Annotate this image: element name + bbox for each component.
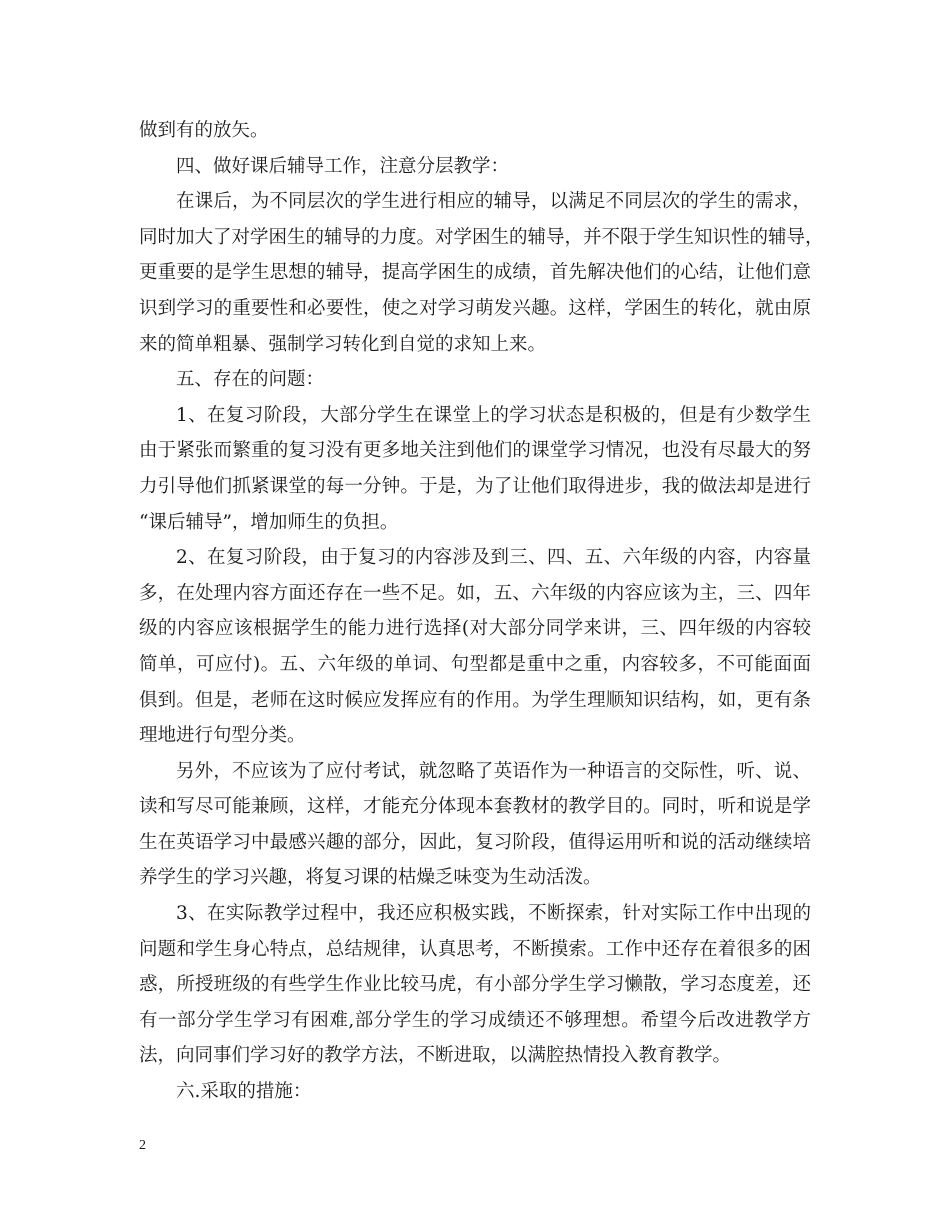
text-line: 问题和学生身心特点，总结规律，认真思考，不断摸索。工作中还存在着很多的困 xyxy=(139,938,811,960)
text-line: 同时加大了对学困生的辅导的力度。对学困生的辅导，并不限于学生知识性的辅导， xyxy=(139,226,824,248)
text-line: 做到有的放矢。 xyxy=(139,120,269,141)
text-line: 生在英语学习中最感兴趣的部分，因此，复习阶段，值得运用听和说的活动继续培 xyxy=(139,831,811,853)
text-line: 级的内容应该根据学生的能力进行选择(对大部分同学来讲，三、四年级的内容较 xyxy=(139,618,811,640)
text-line: 有一部分学生学习有困难,部分学生的学习成绩还不够理想。希望今后改进教学方 xyxy=(139,1009,811,1031)
text-line: 理地进行句型分类。 xyxy=(139,725,306,747)
text-line: 更重要的是学生思想的辅导，提高学困生的成绩，首先解决他们的心结，让他们意 xyxy=(139,262,811,284)
text-line: 法，向同事们学习好的教学方法，不断进取，以满腔热情投入教育教学。 xyxy=(139,1045,732,1067)
text-line: 俱到。但是，老师在这时候应发挥应有的作用。为学生理顺知识结构，如，更有条 xyxy=(139,689,811,711)
text-line: 另外，不应该为了应付考试，就忽略了英语作为一种语言的交际性，听、说、 xyxy=(176,760,811,782)
text-line: 力引导他们抓紧课堂的每一分钟。于是，为了让他们取得进步，我的做法却是进行 xyxy=(139,475,811,497)
text-line: 3、在实际教学过程中，我还应积极实践，不断探索，针对实际工作中出现的 xyxy=(176,903,811,925)
text-line: 六.采取的措施： xyxy=(176,1081,312,1103)
text-line: 由于紧张而繁重的复习没有更多地关注到他们的课堂学习情况，也没有尽最大的努 xyxy=(139,440,811,462)
text-line: 读和写尽可能兼顾，这样，才能充分体现本套教材的教学目的。同时，听和说是学 xyxy=(139,796,811,818)
text-line: 2、在复习阶段，由于复习的内容涉及到三、四、五、六年级的内容，内容量 xyxy=(176,547,811,569)
text-line: “课后辅导”，增加师生的负担。 xyxy=(139,511,399,533)
text-line: 简单，可应付)。五、六年级的单词、句型都是重中之重，内容较多，不可能面面 xyxy=(139,653,811,675)
page-number: 2 xyxy=(139,1138,146,1153)
document-body xyxy=(139,113,824,1110)
text-line: 五、存在的问题： xyxy=(176,369,325,391)
text-line: 惑，所授班级的有些学生作业比较马虎，有小部分学生学习懒散，学习态度差，还 xyxy=(139,974,811,996)
text-line: 多，在处理内容方面还存在一些不足。如，五、六年级的内容应该为主，三、四年 xyxy=(139,582,811,604)
text-line: 来的简单粗暴、强制学习转化到自觉的求知上来。 xyxy=(139,333,547,355)
text-line: 养学生的学习兴趣，将复习课的枯燥乏味变为生动活泼。 xyxy=(139,867,602,889)
text-line: 1、在复习阶段，大部分学生在课堂上的学习状态是积极的，但是有少数学生 xyxy=(176,404,811,426)
text-line: 在课后，为不同层次的学生进行相应的辅导，以满足不同层次的学生的需求， xyxy=(176,191,811,213)
text-line: 识到学习的重要性和必要性，使之对学习萌发兴趣。这样，学困生的转化，就由原 xyxy=(139,297,811,319)
text-line: 四、做好课后辅导工作，注意分层教学： xyxy=(176,155,510,177)
